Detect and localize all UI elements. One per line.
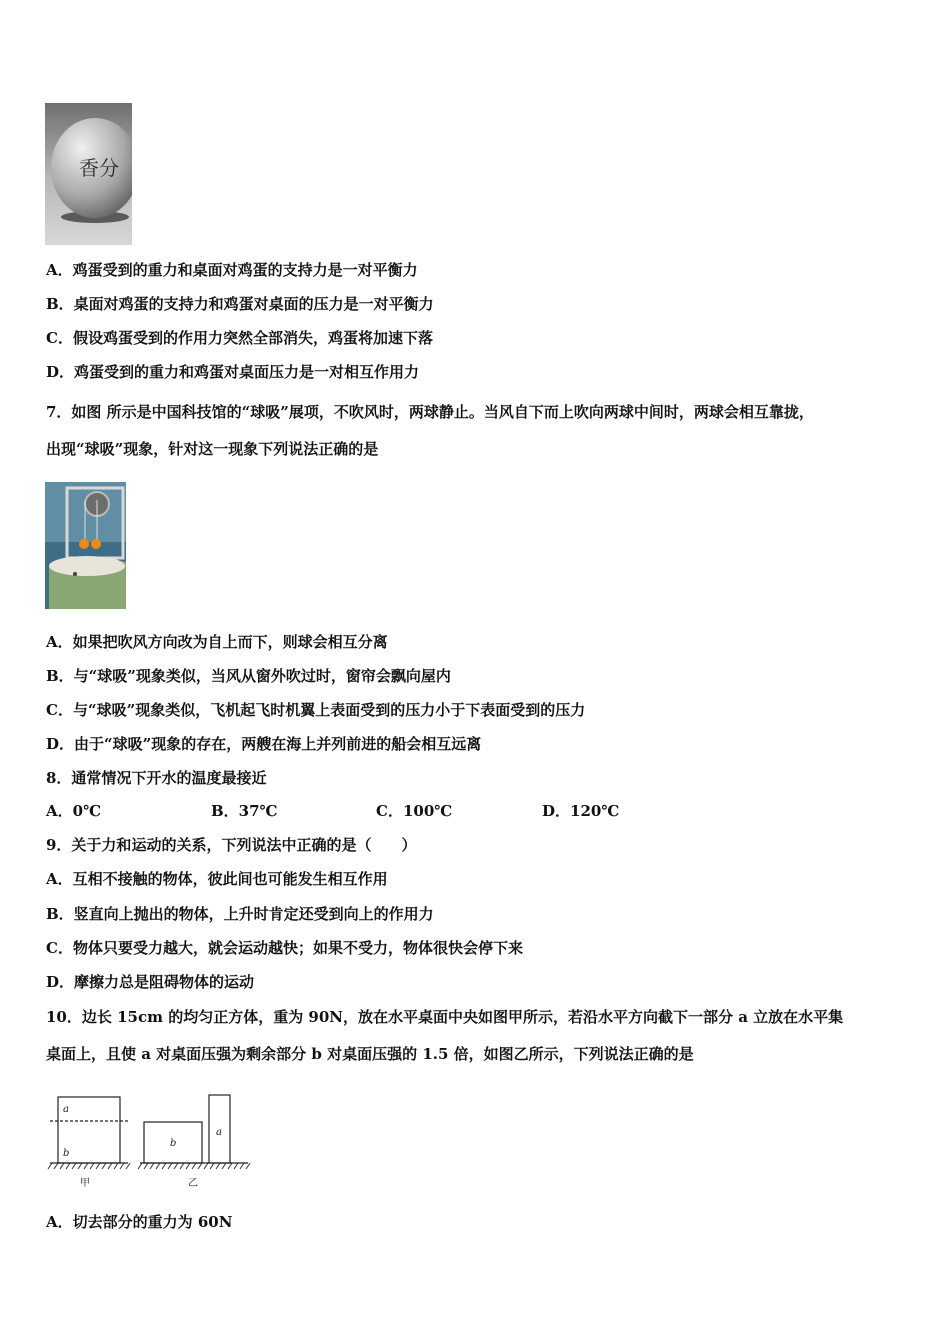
q8-stem: 8．通常情况下开水的温度最接近	[46, 769, 267, 787]
q7-stem-line1: 7．如图 所示是中国科技馆的“球吸”展项，不吹风时，两球静止。当风自下而上吹向两球中间时，两球会相互靠拢，	[46, 403, 814, 421]
q10-stem-line2: 桌面上，且使 a 对桌面压强为剩余部分 b 对桌面压强的 1.5 倍，如图乙所示，下列说法正确的是	[46, 1045, 694, 1063]
q6-option-d: D．鸡蛋受到的重力和鸡蛋对桌面压力是一对相互作用力	[46, 363, 420, 381]
q8-option-b: B．37℃	[211, 802, 278, 820]
label-b-left: b	[63, 1148, 70, 1159]
orange-ball-right	[91, 539, 101, 549]
orange-ball-left	[79, 539, 89, 549]
q9-option-a: A．互相不接触的物体，彼此间也可能发生相互作用	[46, 870, 388, 888]
label-b-right: b	[170, 1138, 177, 1149]
q6-option-b: B．桌面对鸡蛋的支持力和鸡蛋对桌面的压力是一对平衡力	[46, 295, 434, 313]
ball-suction-photo	[45, 482, 126, 609]
q10-stem-line1: 10．边长 15cm 的均匀正方体，重为 90N，放在水平桌面中央如图甲所示，若沿水平方向截下一部分 a 立放在水平集	[46, 1008, 844, 1026]
egg-photo	[45, 103, 132, 245]
q7-option-d: D．由于“球吸”现象的存在，两艘在海上并列前进的船会相互远离	[46, 735, 482, 753]
q10-option-a: A．切去部分的重力为 60N	[46, 1213, 233, 1231]
q9-stem: 9．关于力和运动的关系，下列说法中正确的是（ ）	[46, 836, 417, 854]
q7-option-c: C．与“球吸”现象类似，飞机起飞时机翼上表面受到的压力小于下表面受到的压力	[46, 701, 586, 719]
label-a-right: a	[216, 1127, 222, 1138]
q9-option-d: D．摩擦力总是阻碍物体的运动	[46, 973, 255, 991]
caption-yi: 乙	[188, 1178, 198, 1189]
label-a-left: a	[63, 1104, 69, 1115]
q9-option-c: C．物体只要受力越大，就会运动越快；如果不受力，物体很快会停下来	[46, 939, 523, 957]
q7-option-b: B．与“球吸”现象类似，当风从窗外吹过时，窗帘会飘向屋内	[46, 667, 451, 685]
q8-option-d: D．120℃	[542, 802, 620, 820]
q6-option-a: A．鸡蛋受到的重力和桌面对鸡蛋的支持力是一对平衡力	[46, 261, 418, 279]
caption-jia: 甲	[80, 1178, 90, 1189]
q7-stem-line2: 出现“球吸”现象，针对这一现象下列说法正确的是	[46, 440, 379, 458]
q8-option-a: A．0℃	[46, 802, 102, 820]
cube-diagram	[46, 1090, 252, 1192]
q9-option-b: B．竖直向上抛出的物体，上升时肯定还受到向上的作用力	[46, 905, 434, 923]
egg-label: 香分	[79, 156, 119, 180]
q7-option-a: A．如果把吹风方向改为自上而下，则球会相互分离	[46, 633, 388, 651]
q6-option-c: C．假设鸡蛋受到的作用力突然全部消失，鸡蛋将加速下落	[46, 329, 433, 347]
q8-option-c: C．100℃	[376, 802, 453, 820]
